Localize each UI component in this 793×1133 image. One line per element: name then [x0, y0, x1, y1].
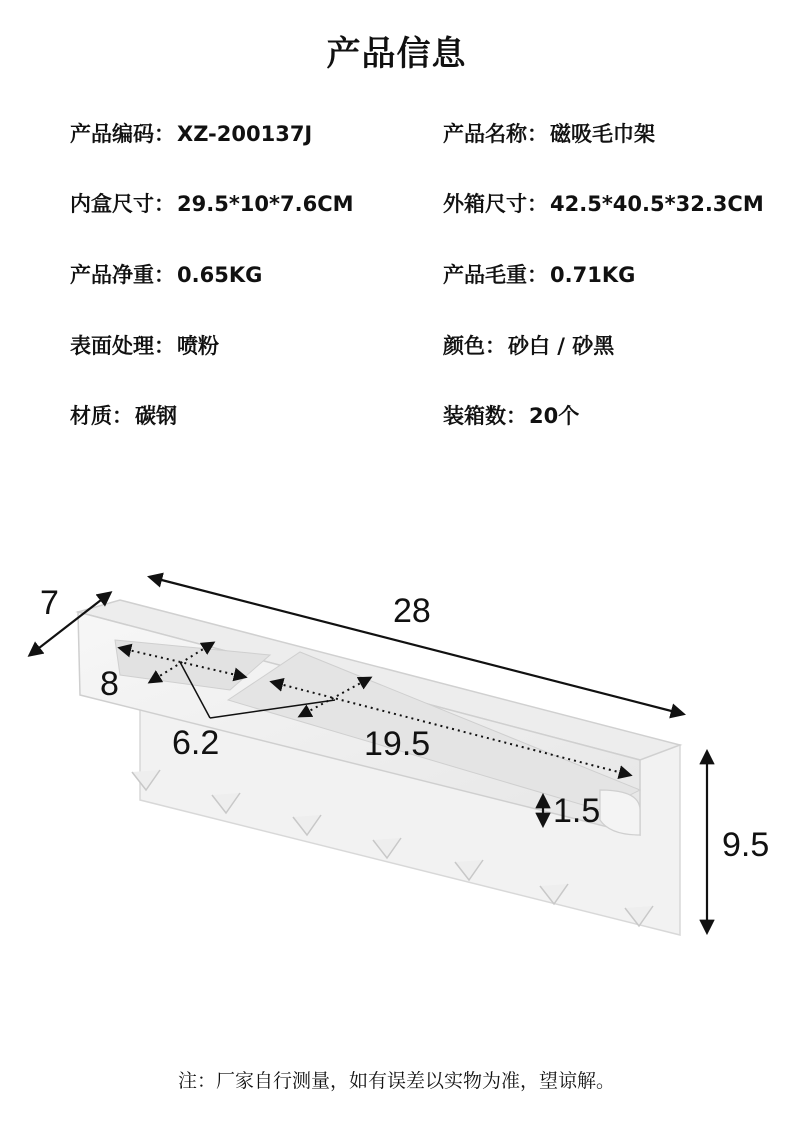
spec-label: 材质：	[70, 404, 133, 428]
spec-label: 内盒尺寸：	[70, 192, 175, 216]
spec-net-weight	[70, 259, 262, 289]
spec-material	[70, 400, 177, 430]
spec-inner-box-size	[70, 188, 354, 218]
spec-label: 产品名称：	[443, 122, 548, 146]
spec-value: 碳钢	[135, 404, 177, 428]
spec-product-name	[443, 118, 655, 148]
spec-label: 产品净重：	[70, 263, 175, 287]
dimension-tray-height-label: 1.5	[553, 792, 601, 830]
dimension-large-length-label: 19.5	[364, 725, 431, 763]
spec-label: 产品毛重：	[443, 263, 548, 287]
page-title: 产品信息	[326, 34, 467, 74]
dimension-height-label: 9.5	[722, 826, 770, 864]
spec-gross-weight	[443, 259, 635, 289]
product-dimension-diagram	[0, 540, 793, 960]
dimension-length-label: 28	[393, 592, 431, 630]
disclaimer-note: 注：厂家自行测量，如有误差以实物为准，望谅解。	[177, 1070, 615, 1092]
spec-label: 外箱尺寸：	[443, 192, 548, 216]
spec-value: 29.5*10*7.6CM	[177, 192, 354, 216]
spec-label: 产品编码：	[70, 122, 175, 146]
spec-value: 20个	[529, 404, 580, 428]
spec-packing-quantity	[443, 400, 579, 430]
spec-outer-box-size	[443, 188, 764, 218]
towel-rack-illustration	[78, 600, 680, 935]
spec-value: XZ-200137J	[177, 122, 313, 146]
spec-value: 磁吸毛巾架	[550, 122, 655, 146]
dimension-small-depth-label: 6.2	[172, 724, 220, 762]
spec-value: 0.65KG	[177, 263, 263, 287]
spec-product-code	[70, 118, 312, 148]
spec-label: 装箱数：	[443, 404, 527, 428]
dimension-small-width-label: 8	[100, 665, 119, 703]
dimension-depth-label: 7	[40, 584, 59, 622]
spec-value: 42.5*40.5*32.3CM	[550, 192, 764, 216]
spec-label: 颜色：	[443, 334, 506, 358]
spec-value: 喷粉	[177, 334, 219, 358]
spec-value: 砂白 / 砂黑	[508, 334, 615, 358]
spec-surface-treatment	[70, 330, 219, 360]
spec-value: 0.71KG	[550, 263, 636, 287]
spec-color	[443, 330, 614, 360]
spec-label: 表面处理：	[70, 334, 175, 358]
